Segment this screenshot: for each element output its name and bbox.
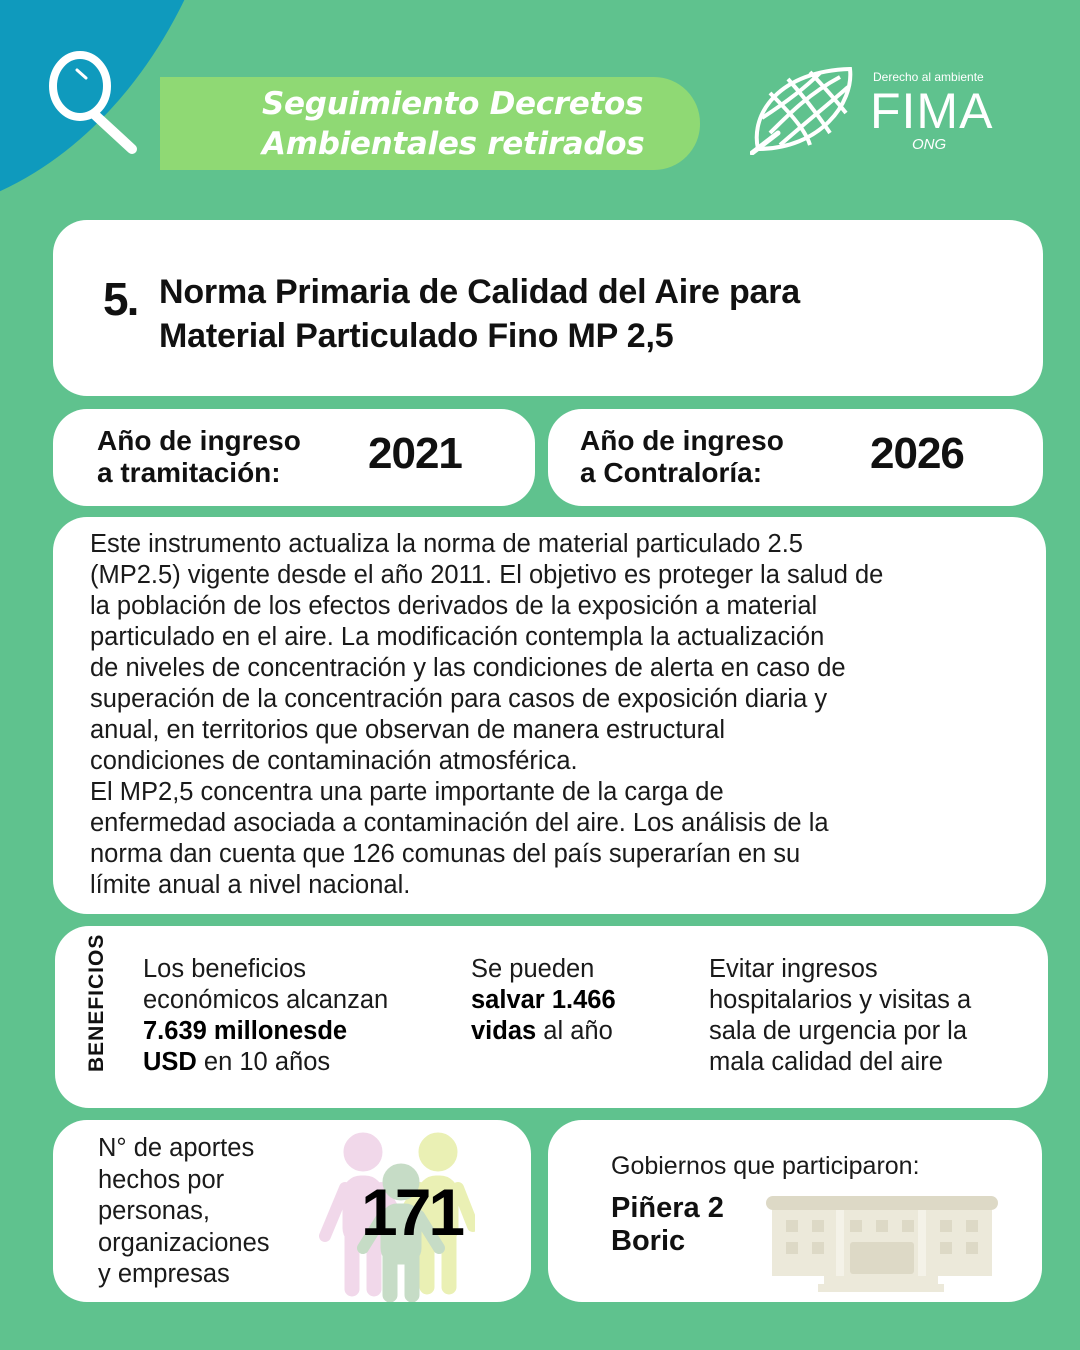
description-line: anual, en territorios que observan de manera estructural (90, 716, 726, 744)
gobierno-name: Boric (611, 1225, 686, 1257)
leaf-mesh-logo-icon (750, 63, 860, 155)
gobierno-name: Piñera 2 (611, 1192, 724, 1224)
benefit-text: en 10 años (196, 1048, 331, 1076)
logo-sub: ONG (912, 136, 947, 153)
description-line: particulado en el aire. La modificación contempla la actualización (90, 623, 825, 651)
description-line: límite anual a nivel nacional. (90, 871, 411, 899)
benefit-lives-word: vidas (471, 1017, 537, 1045)
year-contraloria-card (548, 409, 1043, 506)
description-line: El MP2,5 concentra una parte importante de la carga de (90, 778, 724, 806)
aportes-line: personas, (98, 1197, 210, 1225)
description-line: superación de la concentración para casos de exposición diaria y (90, 685, 828, 713)
benefit-amount: 7.639 millonesde (143, 1017, 348, 1045)
gobiernos-label: Gobiernos que participaron: (611, 1152, 920, 1180)
logo-name: FIMA (870, 83, 994, 139)
benefit-lives (471, 954, 671, 1047)
header-title-line1: Seguimiento Decretos (262, 86, 644, 122)
description-card (53, 517, 1046, 914)
description-line: enfermedad asociada a contaminación del aire. Los análisis de la (90, 809, 829, 837)
description-text (90, 529, 1020, 901)
benefit-text: Evitar ingresos (709, 955, 878, 983)
gobiernos-card (548, 1120, 1042, 1302)
description-line: de niveles de concentración y las condiciones de alerta en caso de (90, 654, 846, 682)
norma-number: 5. (103, 273, 138, 325)
year-label-line2: a Contraloría: (580, 457, 763, 488)
year-label-line2: a tramitación: (97, 457, 281, 488)
benefit-text: económicos alcanzan (143, 986, 389, 1014)
benefit-text: sala de urgencia por la (709, 1017, 968, 1045)
year-label-line1: Año de ingreso (580, 425, 784, 456)
benefit-lives-count: salvar 1.466 (471, 986, 616, 1014)
header-title (262, 84, 644, 164)
year-tramitacion-label (97, 425, 301, 489)
benefit-text: al año (536, 1017, 613, 1045)
description-line: norma dan cuenta que 126 comunas del país superarían en su (90, 840, 801, 868)
benefit-text: Se pueden (471, 955, 595, 983)
benefit-hospital (709, 954, 1029, 1078)
norma-title-card (53, 220, 1043, 396)
year-contraloria-label (580, 425, 784, 489)
benefit-text: hospitalarios y visitas a (709, 986, 972, 1014)
description-line: la población de los efectos derivados de la exposición a material (90, 592, 818, 620)
aportes-line: hechos por (98, 1165, 225, 1194)
norma-title-line2: Material Particulado Fino MP 2,5 (159, 317, 674, 355)
norma-title (159, 270, 800, 358)
year-tramitacion-value: 2021 (368, 429, 462, 478)
aportes-line: organizaciones (98, 1228, 270, 1257)
logo-tagline: Derecho al ambiente (873, 70, 984, 84)
aportes-label (98, 1133, 270, 1291)
benefit-economic (143, 954, 443, 1078)
search-icon (44, 46, 144, 161)
aportes-card (53, 1120, 531, 1302)
description-line: (MP2.5) vigente desde el año 2011. El objetivo es proteger la salud de (90, 561, 884, 589)
benefit-text: Los beneficios (143, 955, 307, 983)
year-tramitacion-card (53, 409, 535, 506)
aportes-line: y empresas (98, 1260, 230, 1288)
benefit-text: mala calidad del aire (709, 1048, 943, 1076)
year-contraloria-value: 2026 (870, 429, 964, 478)
government-building-icon (766, 1196, 998, 1294)
description-line: Este instrumento actualiza la norma de material particulado 2.5 (90, 530, 803, 558)
aportes-count: 171 (361, 1175, 463, 1249)
aportes-line: N° de aportes (98, 1134, 255, 1162)
year-label-line1: Año de ingreso (97, 425, 301, 456)
gobiernos-names (611, 1192, 724, 1258)
benefits-label: BENEFICIOS (85, 933, 108, 1072)
benefit-currency: USD (143, 1048, 197, 1076)
description-line: condiciones de contaminación atmosférica. (90, 747, 578, 775)
header-title-line2: Ambientales retirados (262, 126, 645, 162)
norma-title-line1: Norma Primaria de Calidad del Aire para (159, 273, 800, 311)
benefits-card (55, 926, 1048, 1108)
